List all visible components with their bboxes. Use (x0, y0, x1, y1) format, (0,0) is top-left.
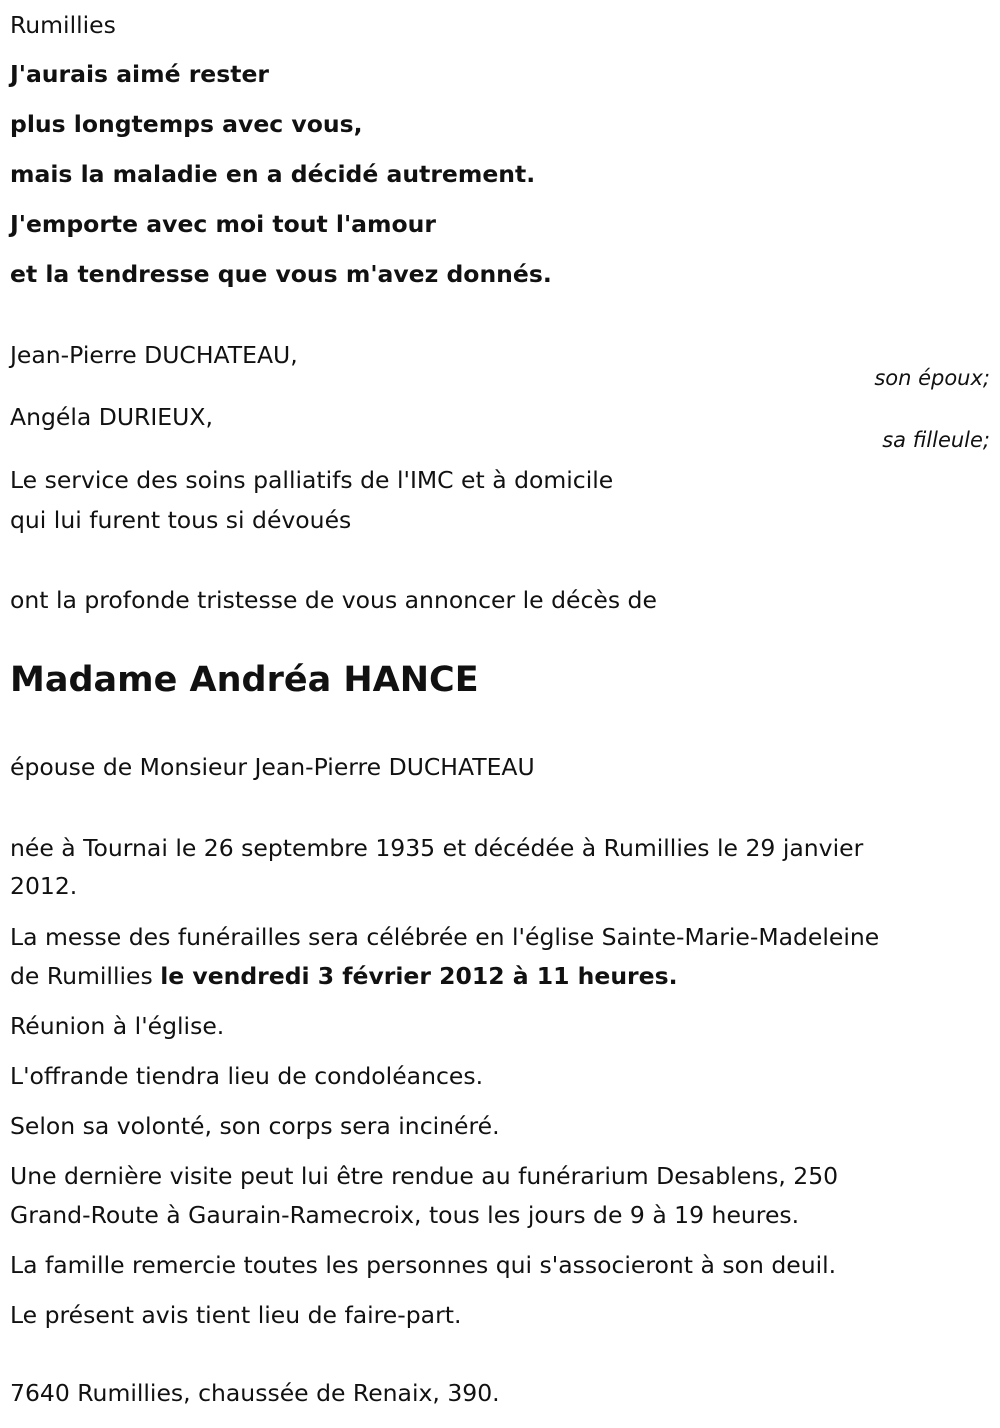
family-member-relation: son époux; (874, 366, 990, 390)
announcement: ont la profonde tristesse de vous annoncer le décès de (10, 586, 657, 614)
poem-line: plus longtemps avec vous, (10, 110, 363, 138)
detail-line: Selon sa volonté, son corps sera incinéré. (10, 1112, 500, 1140)
family-member-name: Angéla DURIEUX, (10, 403, 213, 431)
visit-line: Grand-Route à Gaurain-Ramecroix, tous les jours de 9 à 19 heures. (10, 1201, 800, 1229)
funeral-line: La messe des funérailles sera célébrée en l'église Sainte-Marie-Madeleine (10, 923, 880, 951)
thanks-line: La famille remercie toutes les personnes qui s'associeront à son deuil. (10, 1251, 837, 1279)
location-header: Rumillies (10, 11, 116, 39)
birth-death-line: 2012. (10, 872, 78, 900)
service-line: qui lui furent tous si dévoués (10, 506, 352, 534)
poem-line: J'aurais aimé rester (10, 60, 269, 88)
poem-line: et la tendresse que vous m'avez donnés. (10, 260, 552, 288)
funeral-location: de Rumillies (10, 962, 161, 990)
notice-line: Le présent avis tient lieu de faire-part. (10, 1301, 462, 1329)
family-member-relation: sa filleule; (882, 428, 990, 452)
birth-death-line: née à Tournai le 26 septembre 1935 et décédée à Rumillies le 29 janvier (10, 834, 864, 862)
service-line: Le service des soins palliatifs de l'IMC et à domicile (10, 466, 614, 494)
poem-line: J'emporte avec moi tout l'amour (10, 210, 436, 238)
address: 7640 Rumillies, chaussée de Renaix, 390. (10, 1379, 500, 1407)
family-member-name: Jean-Pierre DUCHATEAU, (10, 341, 298, 369)
visit-line: Une dernière visite peut lui être rendue au funérarium Desablens, 250 (10, 1162, 839, 1190)
funeral-date: le vendredi 3 février 2012 à 11 heures. (160, 962, 678, 990)
funeral-line-2 (10, 961, 678, 991)
detail-line: L'offrande tiendra lieu de condoléances. (10, 1062, 484, 1090)
spouse-line: épouse de Monsieur Jean-Pierre DUCHATEAU (10, 753, 535, 781)
poem-line: mais la maladie en a décidé autrement. (10, 160, 536, 188)
detail-line: Réunion à l'église. (10, 1012, 225, 1040)
deceased-name: Madame Andréa HANCE (10, 660, 479, 700)
